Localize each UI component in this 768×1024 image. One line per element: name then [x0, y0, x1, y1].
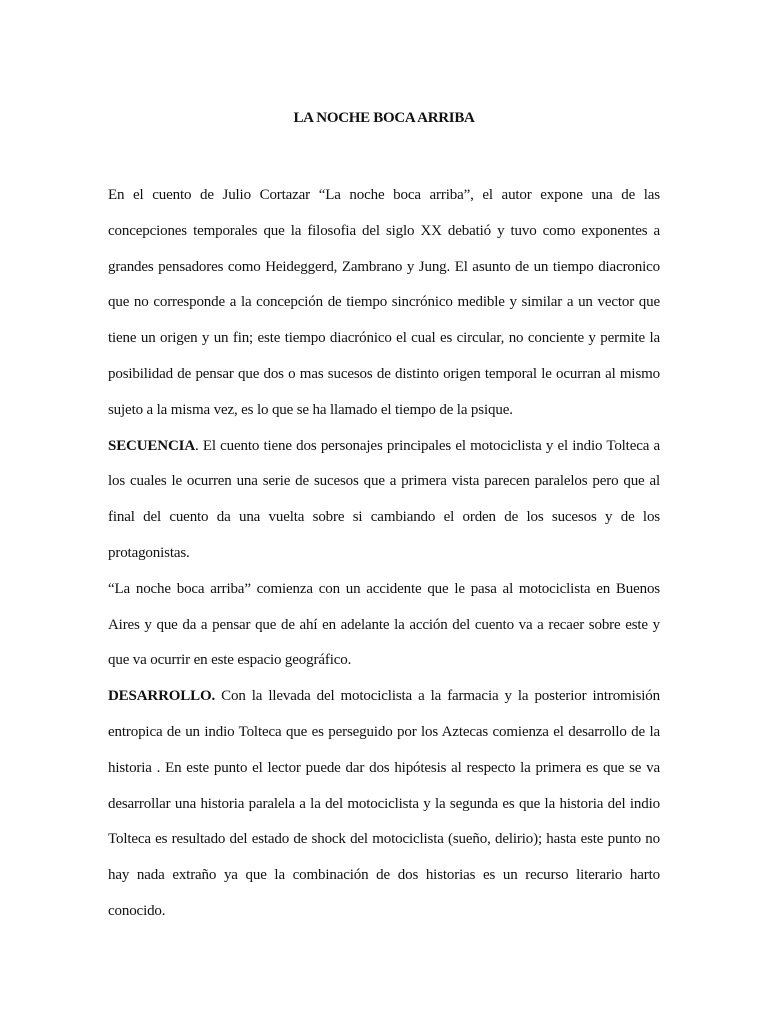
document-title: LA NOCHE BOCA ARRIBA: [293, 110, 475, 126]
paragraph-lead-secuencia: SECUENCIA: [108, 437, 196, 454]
paragraph-secuencia: [108, 429, 660, 572]
paragraph-intro: [108, 178, 660, 429]
paragraph-text: Con la llevada del motociclista a la farmacia y la posterior intromisión entropica de un indio Tolteca que es perseguido por los Aztecas comienza el desarrollo de la historia . En este punto el lector puede dar dos hipótesis al respecto la primera es que se va desarrollar una historia paralela a la del motociclista y la segunda es que la historia del indio Tolteca es resultado del estado de shock del motociclista (sueño, delirio); hasta este punto no hay nada extraño ya que la combinación de dos historias es un recurso literario harto conocido.: [108, 688, 660, 919]
document-body: [108, 178, 660, 930]
paragraph-lead-desarrollo: DESARROLLO.: [108, 688, 216, 705]
paragraph-desarrollo: [108, 679, 660, 930]
paragraph-text: “La noche boca arriba” comienza con un accidente que le pasa al motociclista en Buenos Aires y que da a pensar que de ahí en adelante la acción del cuento va a recaer sobre este y que va ocurrir en este espacio geográfico.: [108, 580, 660, 669]
paragraph-text: . El cuento tiene dos personajes principales el motociclista y el indio Tolteca a los cuales le ocurren una serie de sucesos que a primera vista parecen paralelos pero que al final del cuento da una vuelta sobre si cambiando el orden de los sucesos y de los protagonistas.: [108, 437, 660, 561]
paragraph-comienzo: [108, 572, 660, 679]
paragraph-text: En el cuento de Julio Cortazar “La noche boca arriba”, el autor expone una de las concepciones temporales que la filosofia del siglo XX debatió y tuvo como exponentes a grandes pensadores como Heideggerd, Zambrano y Jung. El asunto de un tiempo diacronico que no corresponde a la concepción de tiempo sincrónico medible y similar a un vector que tiene un origen y un fin; este tiempo diacrónico el cual es circular, no conciente y permite la posibilidad de pensar que dos o mas sucesos de distinto origen temporal le ocurran al mismo sujeto a la misma vez, es lo que se ha llamado el tiempo de la psique.: [108, 187, 660, 418]
